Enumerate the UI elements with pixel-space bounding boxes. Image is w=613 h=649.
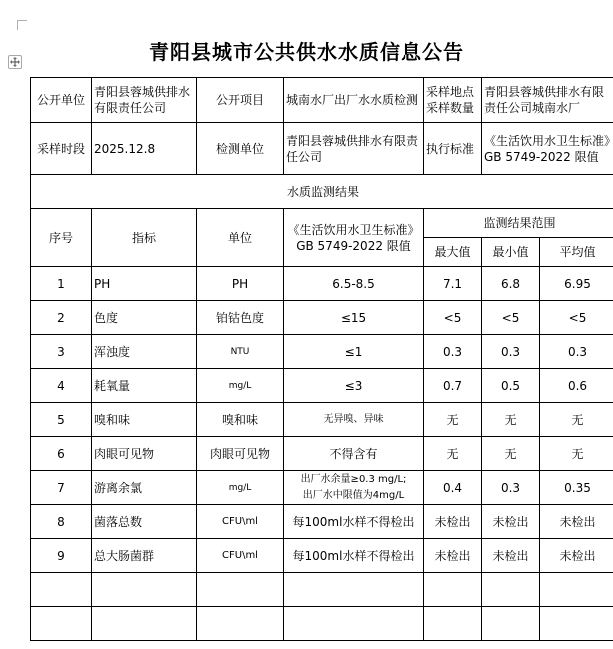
project-value: 城南水厂出厂水水质检测 — [284, 78, 424, 123]
empty-row — [31, 573, 613, 607]
row-avg: 0.6 — [540, 369, 613, 403]
table-row — [31, 267, 613, 301]
row-indicator: 嗅和味 — [92, 403, 197, 437]
row-limit: ≤1 — [284, 335, 424, 369]
header-avg: 平均值 — [540, 238, 613, 267]
info-row-2 — [31, 123, 613, 175]
row-unit: PH — [197, 267, 284, 301]
header-range: 监测结果范围 — [424, 209, 613, 238]
test-unit-label: 检测单位 — [197, 123, 284, 175]
row-max: 未检出 — [424, 539, 482, 573]
standard-value: 《生活饮用水卫生标准》GB 5749-2022 限值 — [482, 123, 613, 175]
header-min: 最小值 — [482, 238, 540, 267]
row-limit: ≤3 — [284, 369, 424, 403]
row-min: 未检出 — [482, 539, 540, 573]
row-unit: mg/L — [197, 369, 284, 403]
header-row-1 — [31, 209, 613, 238]
row-index: 4 — [31, 369, 92, 403]
row-limit: 不得含有 — [284, 437, 424, 471]
row-index: 9 — [31, 539, 92, 573]
row-index: 6 — [31, 437, 92, 471]
section-title: 水质监测结果 — [31, 175, 613, 209]
row-unit: 嗅和味 — [197, 403, 284, 437]
row-min: 未检出 — [482, 505, 540, 539]
row-index: 2 — [31, 301, 92, 335]
row-indicator: 菌落总数 — [92, 505, 197, 539]
row-limit-line-1: 出厂水余量≥0.3 mg/L; — [300, 473, 407, 485]
section-title-row — [31, 175, 613, 209]
row-avg: 6.95 — [540, 267, 613, 301]
sample-point-label: 采样地点采样数量 — [424, 78, 482, 123]
row-avg: <5 — [540, 301, 613, 335]
row-unit: mg/L — [197, 471, 284, 505]
row-max: 0.4 — [424, 471, 482, 505]
row-avg: 0.35 — [540, 471, 613, 505]
info-row-1 — [31, 78, 613, 123]
row-max: 7.1 — [424, 267, 482, 301]
row-limit-line-2: 出厂水中限值为4mg/L — [302, 489, 405, 501]
row-limit: ≤15 — [284, 301, 424, 335]
row-index: 5 — [31, 403, 92, 437]
sample-time-label: 采样时段 — [31, 123, 92, 175]
row-avg: 未检出 — [540, 505, 613, 539]
row-min: 无 — [482, 437, 540, 471]
publisher-label: 公开单位 — [31, 78, 92, 123]
row-min: 0.3 — [482, 335, 540, 369]
row-indicator: 肉眼可见物 — [92, 437, 197, 471]
row-unit: CFU\ml — [197, 539, 284, 573]
table-row — [31, 335, 613, 369]
row-min: 无 — [482, 403, 540, 437]
empty-row — [31, 607, 613, 641]
page-corner-mark — [17, 20, 27, 30]
row-indicator: 游离余氯 — [92, 471, 197, 505]
row-avg: 无 — [540, 437, 613, 471]
row-indicator: PH — [92, 267, 197, 301]
row-min: 0.5 — [482, 369, 540, 403]
row-limit: 每100ml水样不得检出 — [284, 539, 424, 573]
row-indicator: 耗氧量 — [92, 369, 197, 403]
row-index: 7 — [31, 471, 92, 505]
page-title: 青阳县城市公共供水水质信息公告 — [149, 40, 464, 64]
row-limit: 每100ml水样不得检出 — [284, 505, 424, 539]
row-limit — [284, 471, 424, 505]
row-unit: NTU — [197, 335, 284, 369]
row-max: 0.7 — [424, 369, 482, 403]
sample-time-value: 2025.12.8 — [92, 123, 197, 175]
row-min: <5 — [482, 301, 540, 335]
sample-point-value: 青阳县蓉城供排水有限责任公司城南水厂 — [482, 78, 613, 123]
row-avg: 未检出 — [540, 539, 613, 573]
project-label: 公开项目 — [197, 78, 284, 123]
table-row — [31, 505, 613, 539]
row-max: 无 — [424, 403, 482, 437]
row-max: 未检出 — [424, 505, 482, 539]
standard-label: 执行标准 — [424, 123, 482, 175]
row-min: 0.3 — [482, 471, 540, 505]
row-max: 无 — [424, 437, 482, 471]
row-avg: 0.3 — [540, 335, 613, 369]
table-row — [31, 437, 613, 471]
table-row — [31, 403, 613, 437]
test-unit-value: 青阳县蓉城供排水有限责任公司 — [284, 123, 424, 175]
header-index: 序号 — [31, 209, 92, 267]
header-max: 最大值 — [424, 238, 482, 267]
table-row — [31, 301, 613, 335]
table-row — [31, 369, 613, 403]
header-unit: 单位 — [197, 209, 284, 267]
row-avg: 无 — [540, 403, 613, 437]
row-limit: 6.5-8.5 — [284, 267, 424, 301]
row-indicator: 色度 — [92, 301, 197, 335]
row-unit: CFU\ml — [197, 505, 284, 539]
row-indicator: 浑浊度 — [92, 335, 197, 369]
row-indicator: 总大肠菌群 — [92, 539, 197, 573]
row-index: 1 — [31, 267, 92, 301]
table-row — [31, 539, 613, 573]
row-max: 0.3 — [424, 335, 482, 369]
table-row — [31, 471, 613, 505]
publisher-value: 青阳县蓉城供排水有限责任公司 — [92, 78, 197, 123]
row-unit: 肉眼可见物 — [197, 437, 284, 471]
row-unit: 铂钴色度 — [197, 301, 284, 335]
water-quality-table — [30, 77, 613, 641]
header-indicator: 指标 — [92, 209, 197, 267]
row-min: 6.8 — [482, 267, 540, 301]
row-index: 8 — [31, 505, 92, 539]
header-limit: 《生活饮用水卫生标准》GB 5749-2022 限值 — [284, 209, 424, 267]
row-limit: 无异嗅、异味 — [284, 403, 424, 437]
row-max: <5 — [424, 301, 482, 335]
row-index: 3 — [31, 335, 92, 369]
